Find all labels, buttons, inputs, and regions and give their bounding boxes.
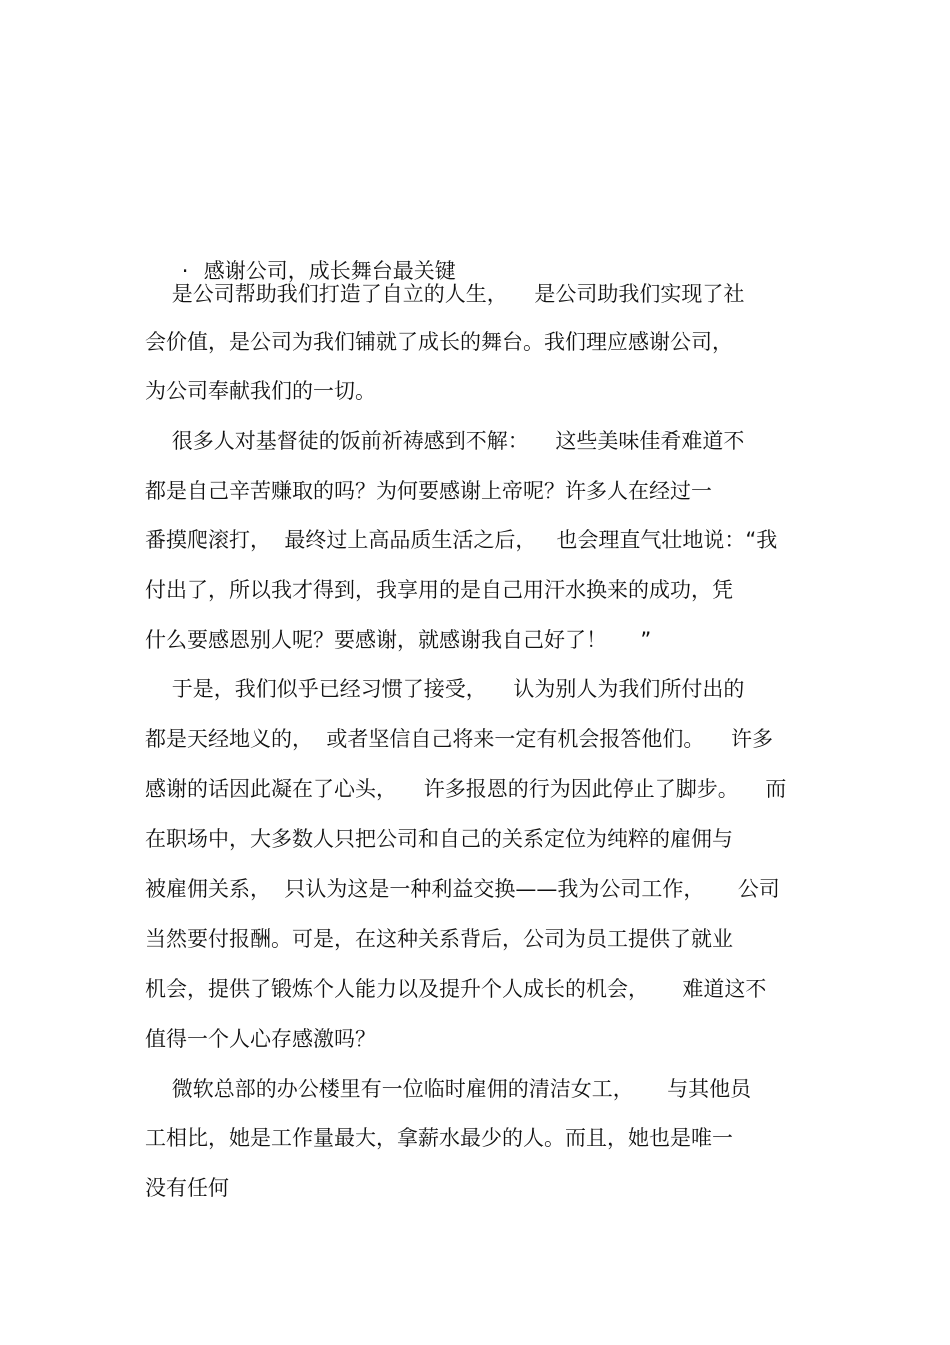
paragraph-line: 会价值，是公司为我们铺就了成长的舞台。我们理应感谢公司， [145,330,733,354]
paragraph-line: 是公司帮助我们打造了自立的人生， 是公司助我们实现了社 [145,282,745,306]
paragraph-line: 很多人对基督徒的饭前祈祷感到不解： 这些美味佳肴难道不 [145,429,745,453]
section-heading-text: 感谢公司，成长舞台最关键 [203,259,456,283]
paragraph-line: 付出了，所以我才得到，我享用的是自己用汗水换来的成功，凭 [145,578,733,602]
paragraph-line: 都是自己辛苦赚取的吗？为何要感谢上帝呢？许多人在经过一 [145,479,712,503]
paragraph-line: 机会，提供了锻炼个人能力以及提升个人成长的机会， 难道这不 [145,977,767,1001]
paragraph-line: 番摸爬滚打， 最终过上高品质生活之后， 也会理直气壮地说：“我 [145,528,778,552]
paragraph-line: 微软总部的办公楼里有一位临时雇佣的清洁女工， 与其他员 [145,1077,752,1101]
paragraph-line: 于是，我们似乎已经习惯了接受， 认为别人为我们所付出的 [145,677,745,701]
section-heading [155,229,820,283]
paragraph-line: 值得一个人心存感激吗？ [145,1027,376,1051]
paragraph-line: 当然要付报酬。可是，在这种关系背后，公司为员工提供了就业 [145,927,733,951]
bullet-icon: · [181,259,189,283]
paragraph-line: 被雇佣关系， 只认为这是一种利益交换——我为公司工作， 公司 [145,877,780,901]
paragraph-line: 没有任何 [145,1176,229,1200]
paragraph-line: 都是天经地义的， 或者坚信自己将来一定有机会报答他们。 许多 [145,727,774,751]
paragraph-line: 在职场中，大多数人只把公司和自己的关系定位为纯粹的雇佣与 [145,827,733,851]
paragraph-line: 什么要感恩别人呢？要感谢，就感谢我自己好了！ ” [145,628,652,652]
paragraph-line: 为公司奉献我们的一切。 [145,379,376,403]
paragraph-line: 感谢的话因此凝在了心头， 许多报恩的行为因此停止了脚步。 而 [145,777,787,801]
paragraph-line: 工相比，她是工作量最大，拿薪水最少的人。而且，她也是唯一 [145,1126,733,1150]
